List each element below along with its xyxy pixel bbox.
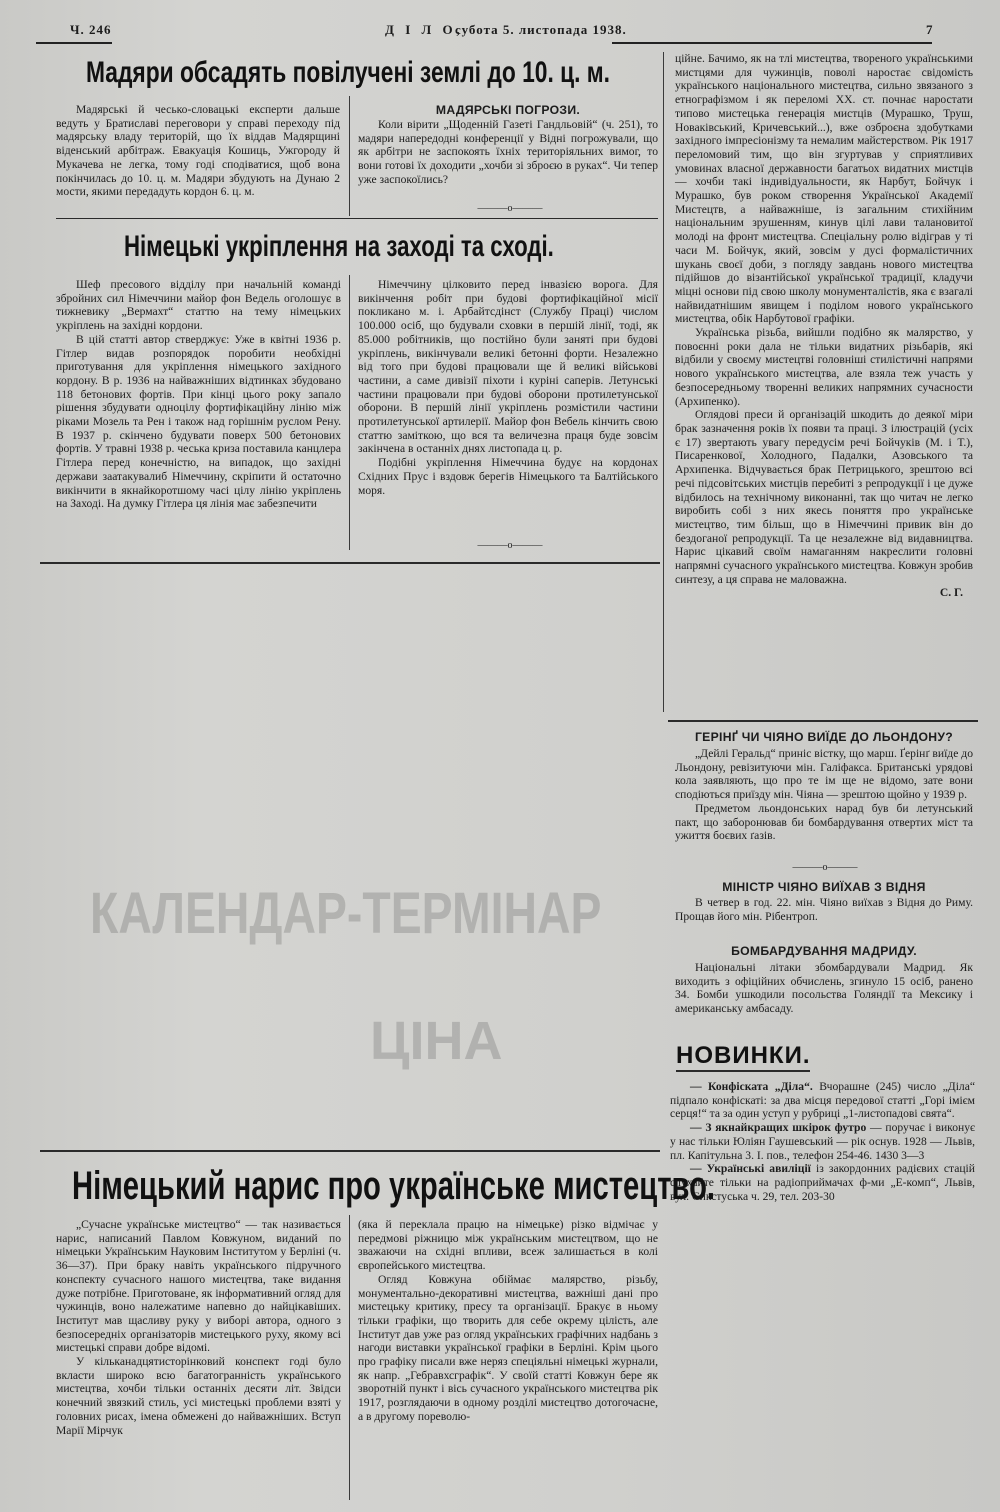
divider-a8 (349, 1215, 350, 1500)
divider-a3 (349, 275, 350, 550)
news-item-3: — Українські авиліції із закордонних радієвих стацій слухайте тільки на радіоприймачах ф-ми „Е-комп“, Львів, вул. Сикстуська ч. 29, тел. 203-30 (670, 1162, 975, 1203)
divider-a1 (349, 96, 350, 216)
article2-subhead: МАДЯРСЬКІ ПОГРОЗИ. (435, 103, 581, 117)
rule-1 (56, 218, 658, 219)
news-heading: НОВИНКИ. (676, 1042, 811, 1069)
article4-signature: С. Г. (939, 586, 963, 600)
article3-col2: Німеччину цілковито перед інвазією ворога. Для викінчення робіт при будові фортифікаційної місії покликано м. і. Арбайтсдінст (Службу Праці) числом 100.000 осіб, що будували сховки в першій лінії, тоді, як 85.000 робітників, що постійно були заняті при будові укріплень, викінчували великі бетонні форти. Незалежно від того при будові працювали ще й великі військові частини, а саме дивізії піхоти і куріні саперів. Летунські частини працювали при будові оборони протилетунської оборони. В першій лінії укріплень розмістили частини протилетунської артилерії. Майор фон Вебель кінчить свою статтю заміткою, що вся та величезна праця буде зовсім закінчена в останніх днях листопада ц. р. Подібні укріплення Німеччина будує на кордонах Східних Прус і вздовж берегів Німецького та Балтійського моря. (358, 278, 658, 497)
article8-col1: „Сучасне українське мистецтво“ — так називається нарис, написаний Павлом Ковжуном, виданий по німецьки Українським Науковим Інститутом у Берліні (ч. 36—37). При браку навіть українського підручного конспекту сучасного нашого мистецтва, таке видання дуже потрібне. Приготоване, як інформативний огляд для чужинців, воно належатиме напевно до найцікавіших. Інститут мав щасливу руку у виборі автора, одного з безпосередніх організаторів мистецького руху, якому всі мистецькі справи добре відомі. У кільканадцятисторінковий конспект годі було вкласти широко всю багатогранність українського мистецтва, хочби тільки останніх десяти літ. Звідси конечний звязкий стиль, усі мистецькі проблеми взяті у головних рисах, імена обмежені до найважніших. Вступ Марії Мірчук (56, 1218, 341, 1437)
rule-2 (40, 562, 660, 564)
news-list (670, 1080, 975, 1203)
article5-separator: ———o——— (792, 862, 858, 873)
page-number: 7 (926, 22, 934, 37)
article7-body: Національні літаки збомбардували Мадрид. Як виходить з офіційних обчислень, згинуло 15 осіб, ранено 34. Бомби ушкодили посольства Голяндії та Мексику і американську амбасаду. (675, 961, 973, 1016)
news-heading-underline (676, 1070, 810, 1072)
article5-body: „Дейлі Геральд“ приніс вістку, що марш. Ґерінґ виїде до Льондону, ревізитуючи мін. Галіфакса. Британські урядові кола заявляють, що про те ім ще не відомо, зате вони сподіються приїзду мін. Чіяна — зрештою щойно у 1939 р. Предметом льондонських нарад був би летунський пакт, що заборонював би бомбардування отвертих міст та ужиття боєвих ґазів. (675, 747, 973, 843)
news-item-2: — З якнайкращих шкірок футро — поручає і виконує у нас тільки Юліян Гаушевський — рік оснув. 1928 — Львів, пл. Капітульна 3. І. пов., телефон 254-46. 1430 3—3 (670, 1121, 975, 1162)
ghost-ad-line1: КАЛЕНДАР-ТЕРМІНАР (90, 881, 602, 946)
article8-col2: (яка й переклала працю на німецьке) різко відмічає у передмові ріжницю між українським мистецтвом, що не зважаючи на східні впливи, всеж залишається в колі європейського мистецтва. Огляд Ковжуна обіймає малярство, різьбу, монументально-декоративні мистецтва, важніші дані про мистецьку критику, пресу та організації. Бракує в ньому тільки графіки, що творить для себе окрему цілість, але Інститут дав уже раз огляд українських графічних надбань з нагоди виставки української графіки в Берліні. Крім цього про графіку писали вже неряз спеціяльні німецькі журнали, як напр. „Гебравхсграфік“. У своїй статті Ковжун бере як зворотній пункт і вісь сучасного українського мистецтва рік 1917, розглядаючи в одному розділі мистецтво дотогочасне, а в другому пореволю- (358, 1218, 658, 1423)
paper-title: Д І Л О, (385, 22, 464, 37)
header-rule-right (612, 42, 932, 44)
article4-body: ційне. Бачимо, як на тлі мистецтва, твореного українськими мистцями для чужинців, поволі наростає свідомість українського національного мистецтва, сильно звязаного з етнографізмом і як переломі XX. ст. почнає наростати типово мистецька генерація мистців (Мурашко, Труш, Новаківський, Кричевський...), вже озброєна здобутками західного імпресіонізму та немалим майстерством. Рік 1917 переломовий тим, що він згуртував у сприятливих умовинах власної державности багатьох видатних мистців — хочби такі індивідуальности, як Нарбут, Бойчук і Мурашко, був роком створення Української Академії Мистецтв, а найважніше, із загальним стихійним національним зрушенням, кинув цілі лави талановитої молоді на фронт мистецтва. Спеціальну ролю відіграв у ті часи М. Бойчук, який, зовсім у дусі формалістичних шукань своєї доби, з погляду завдань нового мистецтва підійшов до візантійської української традиції, кладучи міцні основи під свою школу монументалістів, яка є взагалі найвидатнішим явищем і поділом нового українського мистецтва, обік Нарбутової графіки. Українська різьба, вийшли подібно як малярство, у повоєнні роки дала не тільки видатних різьбарів, які відбили у своєму мистецтві головніші стилістичні напрями нового українського мистецтва, але взяла теж участь у безпосередньому творенні великих напрямних сучасности (Архипенко). Оглядові преси й організацій шкодить до деякої міри брак зазначення років їх появи та праці. З ілюстрацій (усіх є 17) звертають увагу передусім речі Бойчуків (М. і Т.), Писаренкової, Холодного, Падалки, Азовського та Архипенка. Відчувається брак Петрицького, зрештою всі речі підсовітських мистців перебиті з репродукції і це дуже відбилось на технічному виконанні, так що читач не легко виробить собі з них якесь поняття про українське мистецтво, тим більш, що в Німеччині привик він до бездоганої репродукції. Та це незалежне від видавництва. Нарис цікавий своїм намаганням накреслити головні напрямні сучасного українського мистецтва. Ковжун зробив синтезу, а ця справа не маловажна. С. Г. (675, 52, 973, 600)
rule-4 (40, 1150, 660, 1152)
news-item-1: — Конфіската „Діла“. Вчорашне (245) число „Діла“ підпало конфіскаті: за два місця передової статті „Горі імієм серця!“ та за один уступ у рубриці „1-листопадові свята“. (670, 1080, 975, 1121)
article1-headline: Мадяри обсадять повілучені землі до 10. ц. м. (86, 56, 611, 89)
article1-body: Мадярські й чесько-словацькі експерти дальше ведуть у Братиславі переговори у справі переходу під мадярську владу територій, що їх віддав Мадярщині віденський арбітраж. Евакуація Кошиць, Ужгороду й Мукачева не легка, тому годі сподіватися, щоб вона покінчилась до 10. ц. м. Мадяри збудують на Дунаю 2 мости, якими передадуть кордон 6. ц. м. (56, 103, 340, 199)
issue-date: субота 5. листопада 1938. (455, 22, 627, 37)
article6-body: В четвер в год. 22. мін. Чіяно виїхав з Відня до Риму. Прощав його мін. Рібентроп. (675, 896, 973, 923)
rule-3 (668, 720, 978, 722)
article7-subhead: БОМБАРДУВАННЯ МАДРИДУ. (731, 944, 917, 958)
article2-separator: ———o——— (477, 203, 543, 214)
article5-subhead: ГЕРІНҐ ЧИ ЧІЯНО ВИЇДЕ ДО ЛЬОНДОНУ? (694, 730, 954, 744)
ghost-ad-line2: ЦІНА (370, 1011, 503, 1071)
article3-headline: Німецькі укріплення на заході та сході. (124, 230, 554, 263)
issue-number: Ч. 246 (70, 22, 112, 37)
article3-col1: Шеф пресового відділу при начальній команді збройних сил Німеччини майор фон Ведель оголошує в тижневику „Вермахт“ статтю на тему німецьких укріплень на західні кордони. В цій статті автор стверджує: Уже в квітні 1936 р. Гітлер видав розпорядок поробити необхідні приготування для укріплення німецького західного кордону. В р. 1936 на найважніших відтинках збудовано 118 бетонових фортів. При кінці цього року запало рішення збудувати одноцілу фортифікаційну лінію між ріками Мозель та Рен і також над горішнім руслом Рену. В 1937 р. скінчено будувати поверх 500 бетонових фортів. У травні 1938 р. чеська криза поставила канцлера Гітлера перед конечністю, на випадок, що західні держави заатакувалиб Німеччину, скріпити й остаточно викінчити в якнайкоротшому часі цілу лінію укріплень на Заході. На думку Гітлера ця лінія має забезпечити (56, 278, 341, 511)
header-rule-left (36, 42, 112, 44)
column-divider (663, 52, 664, 712)
article6-subhead: МІНІСТР ЧІЯНО ВИЇХАВ З ВІДНЯ (722, 880, 926, 894)
article8-headline: Німецький нарис про українське мистецтво. (72, 1164, 716, 1208)
article3-separator: ———o——— (477, 540, 543, 551)
article2-body: Коли вірити „Щоденній Газеті Гандльовій“ (ч. 251), то мадяри напередодні конференції у Відні погрожували, що як арбітри не заспокоять їхніх територіяльних вимог, то вони готові їх доходити „хочби зі зброєю в руках“. Чи тепер уже заспокоїлись? (358, 118, 658, 186)
